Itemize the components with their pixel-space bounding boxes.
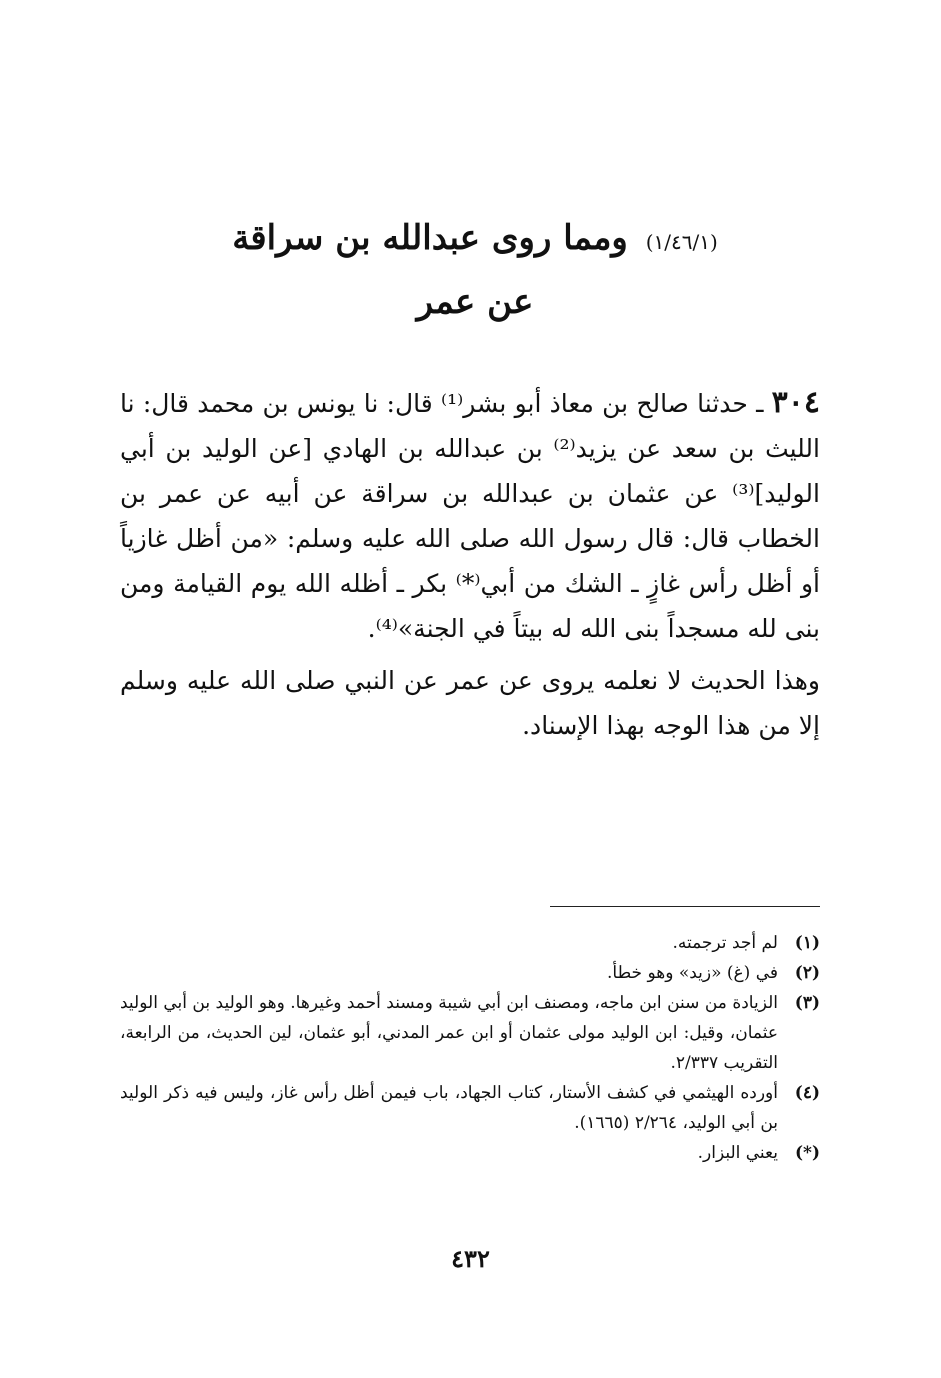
footnote-text: الزيادة من سنن ابن ماجه، ومصنف ابن أبي شيبة ومسند أحمد وغيرها. وهو الوليد بن أبي الوليد عثمان، وقيل: ابن الوليد مولى عثمان أو ابن عمر المدني، أبو عثمان، لين الحديث، من الرابعة، التقريب ٢/٣٣٧.	[120, 993, 778, 1073]
hadith-paragraph	[120, 380, 820, 651]
footnote-4	[120, 1078, 820, 1138]
footnote-star	[120, 1138, 820, 1168]
section-heading-line2: عن عمر	[416, 282, 534, 322]
footnote-mark: (*)	[795, 1143, 820, 1163]
footnote-1	[120, 928, 820, 958]
footnote-text: أورده الهيثمي في كشف الأستار، كتاب الجهاد، باب فيمن أظل رأس غاز، وليس فيه ذكر الوليد بن أبي الوليد، ٢/٢٦٤ (١٦٦٥).	[120, 1083, 778, 1133]
hadith-number: ٣٠٤	[771, 385, 821, 420]
footnote-mark: (٤)	[794, 1083, 820, 1103]
hadith-text: ـ حدثنا صالح بن معاذ أبو بشر⁽¹⁾ قال: نا يونس بن محمد قال: نا الليث بن سعد عن يزيد⁽²⁾ بن عبدالله بن الهادي [عن الوليد بن أبي الوليد]⁽³⁾ عن عثمان بن عبدالله بن سراقة عن أبيه عن عمر بن الخطاب قال: قال رسول الله صلى الله عليه وسلم: «من أظل غازياً أو أظل رأس غازٍ ـ الشك من أبي⁽*⁾ بكر ـ أظله الله يوم القيامة ومن بنى لله مسجداً بنى الله له بيتاً في الجنة»⁽⁴⁾.	[120, 389, 820, 643]
footnote-text: لم أجد ترجمته.	[672, 933, 778, 953]
page-number: ٤٣٢	[451, 1244, 490, 1273]
footnote-divider	[550, 906, 820, 907]
footnotes	[120, 928, 820, 1168]
heading-title: ومما روى عبدالله بن سراقة	[232, 218, 628, 258]
section-heading	[130, 218, 820, 258]
footnote-text: يعني البزار.	[697, 1143, 778, 1163]
footnote-3	[120, 988, 820, 1078]
footnote-mark: (٣)	[794, 993, 820, 1013]
footnote-text: في (غ) «زيد» وهو خطأ.	[607, 963, 778, 983]
footnote-2	[120, 958, 820, 988]
heading-reference: (١/٤٦/١)	[645, 230, 718, 254]
footnote-mark: (٢)	[794, 963, 820, 983]
commentary-paragraph: وهذا الحديث لا نعلمه يروى عن عمر عن النبي صلى الله عليه وسلم إلا من هذا الوجه بهذا الإسناد.	[120, 666, 820, 740]
footnote-mark: (١)	[794, 933, 820, 953]
